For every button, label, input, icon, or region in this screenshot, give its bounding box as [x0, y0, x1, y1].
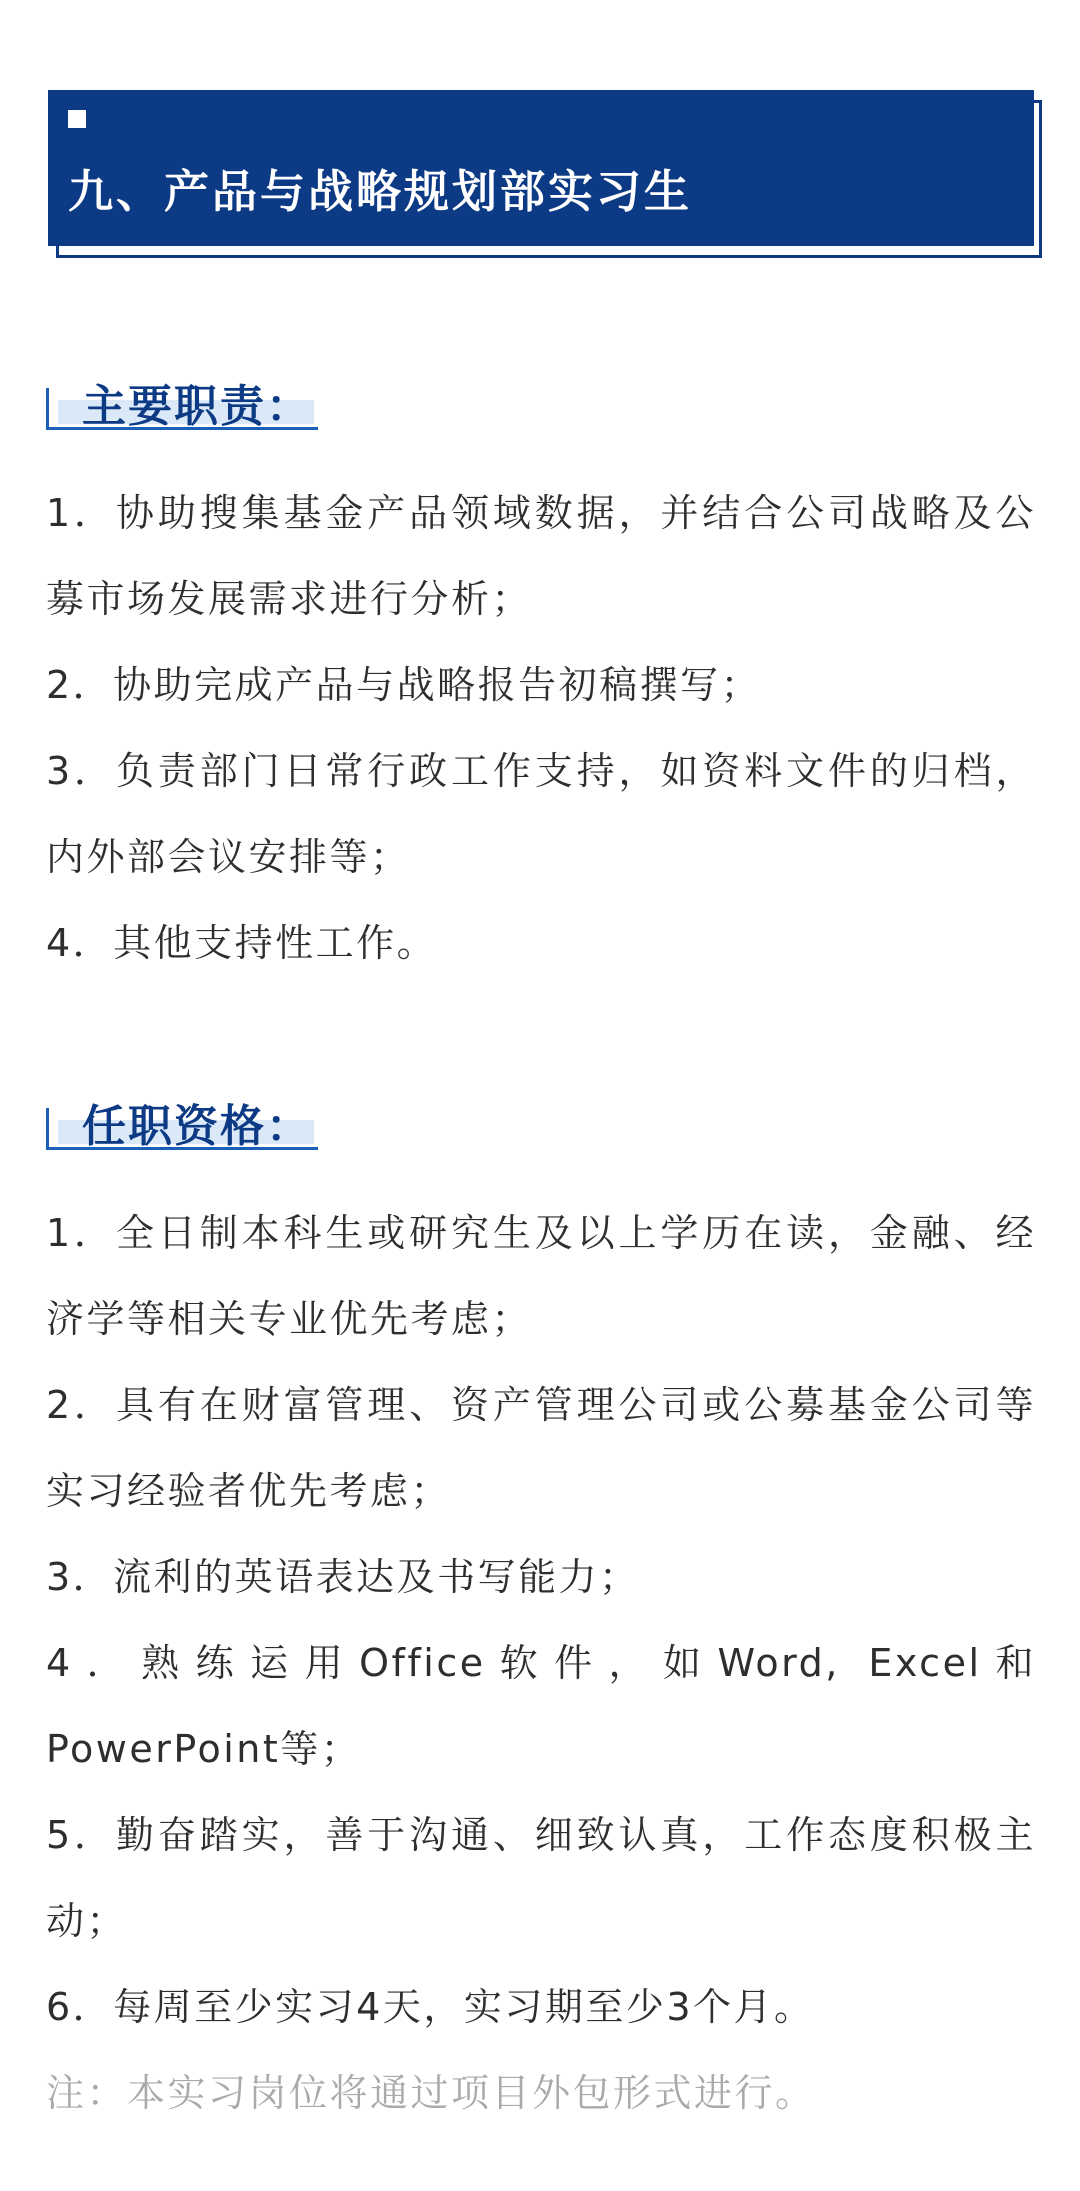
responsibilities-list — [46, 470, 1036, 986]
list-item: 6．每周至少实习4天，实习期至少3个月。 — [46, 1985, 815, 2029]
header-left-bar — [46, 1108, 49, 1150]
page-title: 九、产品与战略规划部实习生 — [68, 165, 693, 218]
list-item: 4．熟练运用Office软件，如Word, Excel和PowerPoint等； — [46, 1641, 1036, 1771]
list-item: 4．其他支持性工作。 — [46, 921, 438, 965]
responsibilities-header — [46, 370, 318, 430]
qualifications-heading: 任职资格： — [82, 1101, 312, 1152]
header-left-bar — [46, 388, 49, 430]
list-item: 2．协助完成产品与战略报告初稿撰写； — [46, 663, 762, 707]
list-item: 1．协助搜集基金产品领域数据，并结合公司战略及公募市场发展需求进行分析； — [46, 491, 1036, 621]
qualifications-list — [46, 1190, 1036, 2136]
square-bullet-icon — [68, 110, 86, 128]
list-item: 2．具有在财富管理、资产管理公司或公募基金公司等实习经验者优先考虑； — [46, 1383, 1036, 1513]
list-item: 3．负责部门日常行政工作支持，如资料文件的归档，内外部会议安排等； — [46, 749, 1036, 879]
responsibilities-heading: 主要职责： — [82, 381, 312, 432]
list-item: 5．勤奋踏实，善于沟通、细致认真，工作态度积极主动； — [46, 1813, 1036, 1943]
title-banner — [48, 90, 1034, 246]
list-item: 1．全日制本科生或研究生及以上学历在读，金融、经济学等相关专业优先考虑； — [46, 1211, 1036, 1341]
note-text: 注：本实习岗位将通过项目外包形式进行。 — [46, 2071, 816, 2115]
qualifications-header — [46, 1090, 318, 1150]
list-item: 3．流利的英语表达及书写能力； — [46, 1555, 640, 1599]
